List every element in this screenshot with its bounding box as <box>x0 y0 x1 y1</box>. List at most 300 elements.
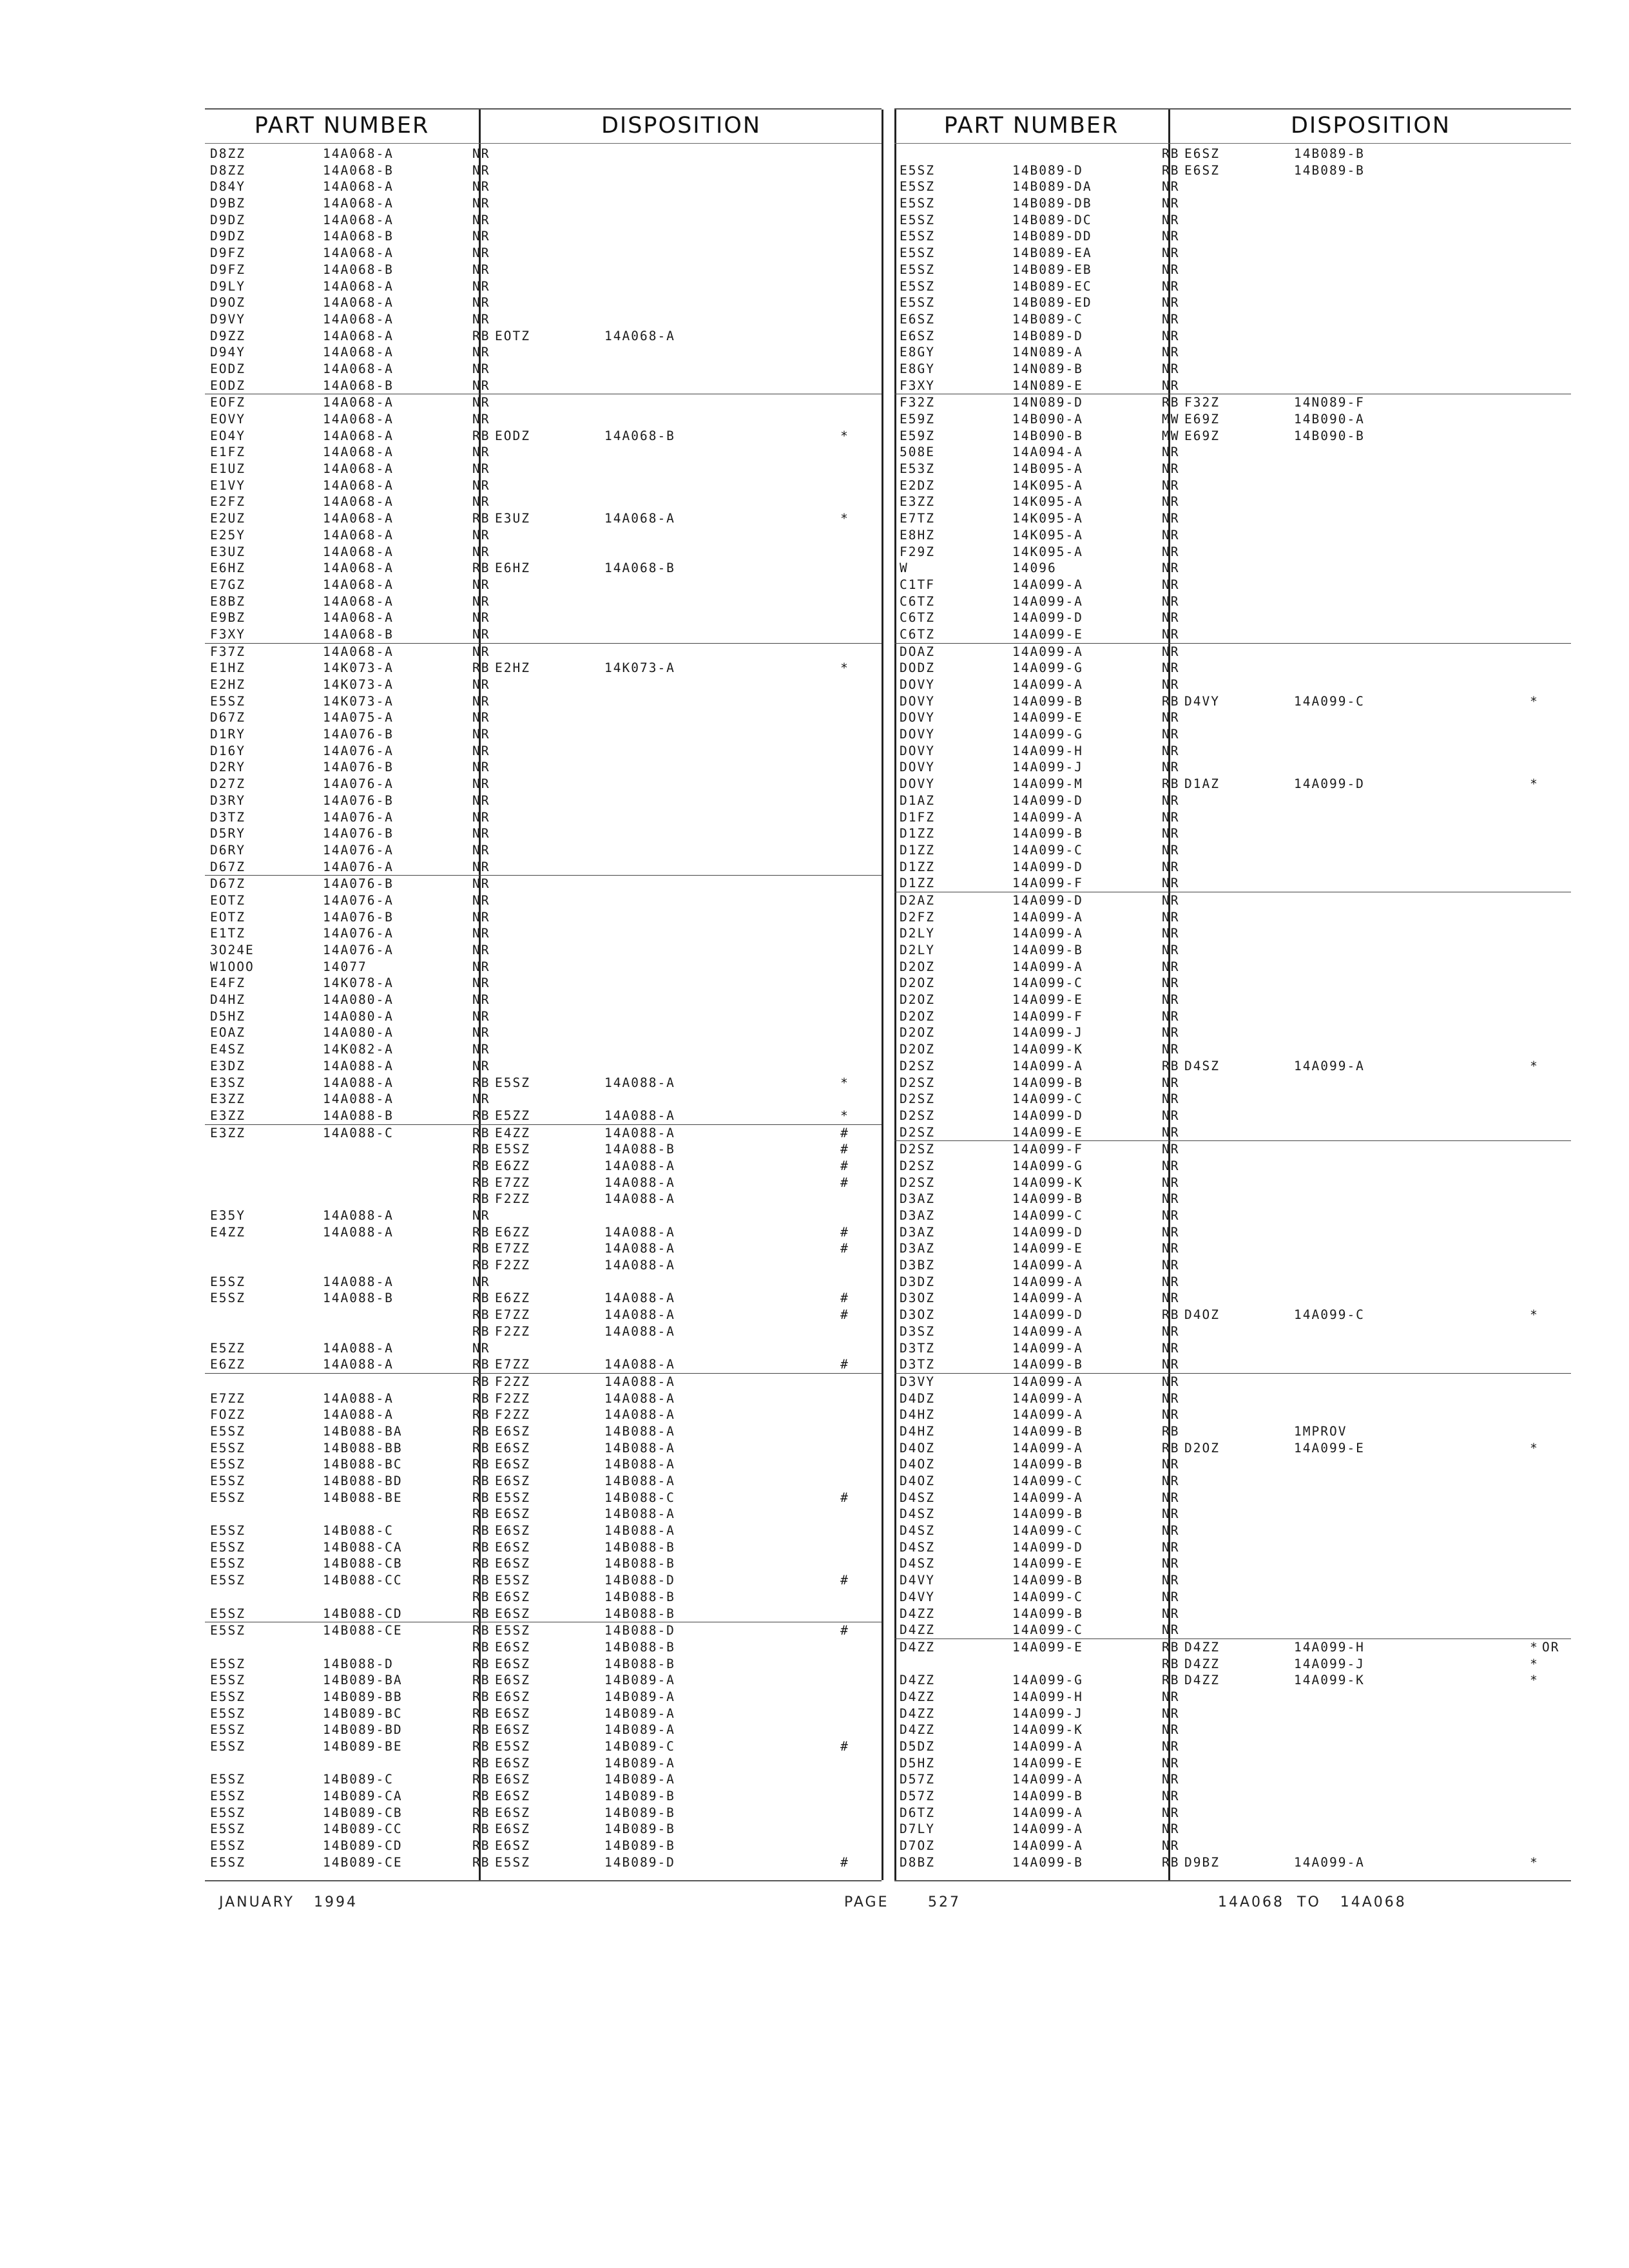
disposition-prefix: E6SZ <box>495 1589 530 1604</box>
disposition-code: NR <box>1162 1772 1180 1787</box>
disposition-flag: # <box>840 1739 849 1754</box>
part-base: 14A099-C <box>1012 1091 1083 1107</box>
part-prefix: E3ZZ <box>210 1108 246 1123</box>
part-base: 14A099-E <box>1012 1755 1083 1771</box>
part-base: 14N089-A <box>1012 345 1083 360</box>
disposition-code: NR <box>472 378 490 393</box>
part-base: 14A068-A <box>323 196 394 211</box>
table-row <box>205 228 882 245</box>
disposition-code: NR <box>472 544 490 559</box>
table-row <box>894 428 1571 445</box>
part-base: 14B088-D <box>323 1656 394 1671</box>
part-base: 14B090-B <box>1012 428 1083 443</box>
part-prefix: E5SZ <box>210 693 246 709</box>
part-prefix: EOAZ <box>210 1025 246 1041</box>
disposition-code: RB <box>472 1656 490 1671</box>
disposition-code: RB <box>472 511 490 526</box>
table-row <box>894 510 1571 527</box>
part-prefix: D4SZ <box>900 1556 935 1571</box>
disposition-code: NR <box>1162 1108 1180 1123</box>
disposition-prefix: F2ZZ <box>495 1390 530 1406</box>
disposition-code: NR <box>472 809 490 825</box>
part-prefix: E5SZ <box>210 1673 246 1688</box>
disposition-code: NR <box>1162 1075 1180 1090</box>
disposition-code: NR <box>1162 1357 1180 1372</box>
part-base: 14A099-A <box>1012 1258 1083 1273</box>
part-base: 14B089-C <box>1012 311 1083 327</box>
part-prefix: E5SZ <box>210 1689 246 1704</box>
table-row <box>205 626 882 644</box>
table-row <box>205 1191 882 1207</box>
table-row <box>894 1656 1571 1673</box>
part-base: 14A099-J <box>1012 760 1083 775</box>
table-row <box>205 776 882 793</box>
disposition-code: NR <box>472 146 490 161</box>
part-prefix: E1UZ <box>210 461 246 477</box>
part-base: 14B089-CE <box>323 1854 403 1870</box>
disposition-code: NR <box>472 1340 490 1356</box>
disposition-code: NR <box>1162 1258 1180 1273</box>
table-row <box>205 1555 882 1572</box>
part-base: 14A099-K <box>1012 1722 1083 1738</box>
disposition-code: NR <box>1162 1722 1180 1738</box>
disposition-prefix: E6ZZ <box>495 1158 530 1173</box>
part-prefix: D3TZ <box>900 1340 935 1356</box>
disposition-base: 14A099-C <box>1294 1307 1365 1323</box>
table-row <box>205 294 882 311</box>
table-row <box>205 1240 882 1257</box>
part-prefix: F37Z <box>210 644 246 659</box>
disposition-code: RB <box>472 1258 490 1273</box>
part-prefix: E3DZ <box>210 1058 246 1073</box>
disposition-code: NR <box>1162 361 1180 376</box>
disposition-base: 14A088-A <box>604 1357 675 1372</box>
disposition-prefix: E6SZ <box>495 1457 530 1472</box>
table-row <box>894 942 1571 959</box>
disposition-flag: # <box>840 1158 849 1173</box>
part-prefix: C6TZ <box>900 626 935 642</box>
disposition-code: NR <box>1162 626 1180 642</box>
disposition-code: RB <box>1162 1854 1180 1870</box>
disposition-base: 14A099-A <box>1294 1058 1365 1073</box>
part-base: 14A099-B <box>1012 1506 1083 1522</box>
part-base: 14A068-B <box>323 162 394 178</box>
disposition-code: NR <box>472 593 490 609</box>
part-base: 14A099-G <box>1012 727 1083 742</box>
part-base: 14A099-C <box>1012 975 1083 991</box>
part-base: 14A099-B <box>1012 693 1083 709</box>
table-row <box>894 477 1571 494</box>
part-base: 14A099-A <box>1012 959 1083 974</box>
disposition-prefix: D4ZZ <box>1184 1656 1220 1671</box>
part-base: 14A099-C <box>1012 1589 1083 1604</box>
part-prefix: E4ZZ <box>210 1224 246 1240</box>
part-prefix: D4VY <box>900 1589 935 1604</box>
disposition-code: RB <box>472 1158 490 1173</box>
table-row <box>894 644 1571 660</box>
disposition-code: NR <box>1162 1556 1180 1571</box>
disposition-base: 14A088-A <box>604 1374 675 1389</box>
disposition-code: NR <box>472 909 490 925</box>
table-row <box>205 1024 882 1041</box>
disposition-prefix: E4ZZ <box>495 1125 530 1140</box>
disposition-base: 14B090-B <box>1294 428 1365 443</box>
disposition-code: RB <box>472 1374 490 1389</box>
part-base: 14A099-A <box>1012 1291 1083 1306</box>
disposition-code: NR <box>472 361 490 376</box>
part-prefix: E5SZ <box>210 1274 246 1289</box>
table-row <box>894 1374 1571 1390</box>
part-prefix: F32Z <box>900 395 935 410</box>
disposition-code: RB <box>472 1556 490 1571</box>
disposition-code: NR <box>1162 743 1180 758</box>
disposition-prefix: F2ZZ <box>495 1407 530 1423</box>
part-prefix: D2SZ <box>900 1108 935 1123</box>
part-base: 14A099-F <box>1012 876 1083 891</box>
disposition-code: RB <box>1162 1307 1180 1323</box>
disposition-code: NR <box>1162 1539 1180 1555</box>
part-prefix: D1FZ <box>900 809 935 825</box>
table-row <box>894 444 1571 461</box>
part-prefix: E5SZ <box>210 1838 246 1854</box>
disposition-code: NR <box>1162 445 1180 460</box>
disposition-code: RB <box>472 1125 490 1140</box>
part-prefix: D2SZ <box>900 1142 935 1157</box>
disposition-prefix: E69Z <box>1184 428 1220 443</box>
table-row <box>205 262 882 278</box>
table-row <box>894 1423 1571 1440</box>
part-base: 14A094-A <box>1012 445 1083 460</box>
table-row <box>894 1606 1571 1622</box>
disposition-code: NR <box>1162 1008 1180 1024</box>
part-prefix: D5HZ <box>900 1755 935 1771</box>
disposition-code: RB <box>1162 1058 1180 1073</box>
table-row <box>894 1539 1571 1556</box>
disposition-base: 14B088-A <box>604 1523 675 1539</box>
table-row <box>205 510 882 527</box>
disposition-flag: # <box>840 1224 849 1240</box>
part-base: 14A099-E <box>1012 1124 1083 1140</box>
part-prefix: D67Z <box>210 876 246 892</box>
disposition-code: NR <box>472 1008 490 1024</box>
part-prefix: D2RY <box>210 760 246 775</box>
part-prefix: E5SZ <box>900 196 935 211</box>
part-prefix: DOVY <box>900 677 935 692</box>
part-base: 14A099-A <box>1012 677 1083 692</box>
part-base: 14K095-A <box>1012 494 1083 510</box>
part-base: 14A099-E <box>1012 626 1083 642</box>
disposition-code: NR <box>472 295 490 311</box>
table-row <box>205 477 882 494</box>
part-base: 14B088-CB <box>323 1556 403 1571</box>
disposition-base: 14K073-A <box>604 660 675 676</box>
table-row <box>205 560 882 577</box>
table-row <box>894 1257 1571 1274</box>
disposition-code: RB <box>472 1623 490 1639</box>
disposition-flag: * <box>840 428 849 443</box>
disposition-base: 14A099-H <box>1294 1639 1365 1655</box>
table-row <box>894 378 1571 395</box>
disposition-code: RB <box>472 1673 490 1688</box>
part-base: 14A099-A <box>1012 644 1083 659</box>
table-row <box>205 1821 882 1838</box>
part-prefix: D3VY <box>900 1374 935 1389</box>
part-base: 14B089-EA <box>1012 245 1092 261</box>
disposition-code: NR <box>472 1091 490 1107</box>
part-base: 14A068-A <box>323 593 394 609</box>
disposition-code: RB <box>472 1224 490 1240</box>
part-prefix: D1ZZ <box>900 826 935 841</box>
part-base: 14B088-BE <box>323 1490 403 1505</box>
table-row <box>894 577 1571 593</box>
table-row <box>894 1390 1571 1407</box>
disposition-code: NR <box>472 1208 490 1223</box>
table-row <box>205 245 882 262</box>
part-base: 14A099-E <box>1012 1556 1083 1571</box>
part-prefix: E3UZ <box>210 544 246 559</box>
disposition-code: NR <box>1162 1241 1180 1256</box>
disposition-code: NR <box>1162 527 1180 543</box>
part-prefix: E5SZ <box>900 212 935 227</box>
part-base: 14B089-DA <box>1012 179 1092 195</box>
part-prefix: D3DZ <box>900 1274 935 1289</box>
table-row <box>205 1656 882 1673</box>
table-row <box>205 178 882 195</box>
table-row <box>205 677 882 693</box>
part-prefix: D2OZ <box>900 1008 935 1024</box>
part-prefix: D1ZZ <box>900 842 935 858</box>
disposition-prefix: F2ZZ <box>495 1258 530 1273</box>
part-base: 14A068-A <box>323 245 394 261</box>
table-row <box>205 693 882 710</box>
disposition-base: 14B089-A <box>604 1755 675 1771</box>
disposition-or: OR <box>1542 1639 1560 1655</box>
part-base: 14B089-DD <box>1012 229 1092 244</box>
disposition-base: 14B088-A <box>604 1440 675 1456</box>
part-prefix: D9DZ <box>210 212 246 227</box>
part-prefix: D7LY <box>900 1821 935 1837</box>
part-base: 14A099-D <box>1012 1539 1083 1555</box>
part-prefix: D3AZ <box>900 1241 935 1256</box>
part-prefix: D3AZ <box>900 1224 935 1240</box>
disposition-code: RB <box>472 328 490 343</box>
table-row <box>205 1771 882 1788</box>
part-prefix: W1OOO <box>210 959 255 974</box>
disposition-code: NR <box>472 577 490 592</box>
disposition-code: NR <box>1162 1739 1180 1754</box>
part-prefix: E5SZ <box>210 1423 246 1439</box>
part-prefix: E5SZ <box>210 1457 246 1472</box>
disposition-base: 14A088-A <box>604 1407 675 1423</box>
disposition-code: NR <box>472 876 490 892</box>
disposition-code: NR <box>1162 1789 1180 1804</box>
part-prefix: F29Z <box>900 544 935 559</box>
part-base: 14N089-E <box>1012 378 1083 393</box>
table-row <box>894 1041 1571 1058</box>
part-base: 14K095-A <box>1012 544 1083 559</box>
disposition-code: NR <box>472 229 490 244</box>
disposition-flag: * <box>1530 776 1539 792</box>
disposition-prefix: E6SZ <box>495 1506 530 1522</box>
disposition-prefix: E6SZ <box>495 1523 530 1539</box>
part-base: 14B088-BA <box>323 1423 403 1439</box>
part-prefix: E4SZ <box>210 1042 246 1057</box>
table-row <box>894 1473 1571 1490</box>
disposition-code: RB <box>472 1573 490 1588</box>
disposition-code: RB <box>1162 395 1180 410</box>
part-prefix: E2DZ <box>900 477 935 493</box>
disposition-code: RB <box>472 1323 490 1339</box>
disposition-code: NR <box>1162 959 1180 974</box>
part-prefix: DOVY <box>900 693 935 709</box>
disposition-code: NR <box>472 959 490 974</box>
table-row <box>894 1024 1571 1041</box>
part-base: 14A099-G <box>1012 660 1083 676</box>
part-base: 14B089-CC <box>323 1821 403 1837</box>
part-base: 14A068-A <box>323 328 394 343</box>
part-prefix: D6TZ <box>900 1805 935 1820</box>
part-prefix: EOTZ <box>210 892 246 908</box>
disposition-prefix: E6SZ <box>495 1821 530 1837</box>
disposition-base: 14B089-B <box>1294 146 1365 161</box>
table-row <box>205 726 882 743</box>
part-prefix: E5SZ <box>210 1854 246 1870</box>
disposition-code: NR <box>472 527 490 543</box>
table-row <box>894 842 1571 859</box>
disposition-prefix: E2HZ <box>495 660 530 676</box>
part-base: 14A099-B <box>1012 1357 1083 1372</box>
part-base: 14A099-A <box>1012 1058 1083 1073</box>
table-row <box>894 975 1571 992</box>
part-base: 14A076-B <box>323 876 394 892</box>
part-base: 14A068-A <box>323 494 394 510</box>
disposition-code: NR <box>1162 378 1180 393</box>
table-row <box>205 759 882 776</box>
footer-date: JANUARY 1994 <box>219 1894 358 1910</box>
disposition-prefix: E7ZZ <box>495 1175 530 1190</box>
part-prefix: E5SZ <box>210 1490 246 1505</box>
disposition-code: NR <box>1162 1025 1180 1041</box>
disposition-code: NR <box>1162 212 1180 227</box>
disposition-code: NR <box>472 395 490 410</box>
disposition-base: 14A088-B <box>604 1142 675 1157</box>
table-row <box>205 1788 882 1805</box>
part-prefix: FOZZ <box>210 1407 246 1423</box>
part-base: 14A099-A <box>1012 1407 1083 1423</box>
disposition-code: NR <box>1162 1622 1180 1638</box>
disposition-code: NR <box>1162 1589 1180 1604</box>
part-base: 14B088-BB <box>323 1440 403 1456</box>
disposition-code: NR <box>1162 196 1180 211</box>
disposition-code: RB <box>472 1706 490 1721</box>
part-prefix: D4VY <box>900 1573 935 1588</box>
part-base: 14N089-D <box>1012 395 1083 410</box>
part-base: 14B089-BD <box>323 1722 403 1738</box>
part-base: 14A088-A <box>323 1390 394 1406</box>
part-base: 14B088-BC <box>323 1457 403 1472</box>
table-row <box>894 1506 1571 1523</box>
disposition-prefix: E6SZ <box>495 1673 530 1688</box>
disposition-base: 14A088-A <box>604 1241 675 1256</box>
table-row <box>894 394 1571 411</box>
part-prefix: DOVY <box>900 760 935 775</box>
disposition-code: RB <box>472 660 490 676</box>
part-prefix: D3OZ <box>900 1307 935 1323</box>
part-base: 14A099-B <box>1012 943 1083 957</box>
disposition-prefix: E5SZ <box>495 1854 530 1870</box>
disposition-prefix: E6SZ <box>495 1838 530 1854</box>
table-row <box>205 1738 882 1755</box>
part-base: 14K073-A <box>323 660 394 676</box>
part-base: 14A099-J <box>1012 1706 1083 1721</box>
part-base: 14A088-A <box>323 1340 394 1356</box>
disposition-code: NR <box>1162 1506 1180 1522</box>
part-prefix: E3ZZ <box>900 494 935 510</box>
table-row <box>894 759 1571 776</box>
disposition-code: NR <box>1162 1457 1180 1472</box>
part-base: 14A080-A <box>323 992 394 1008</box>
table-row <box>205 1274 882 1291</box>
part-base: 14A099-A <box>1012 809 1083 825</box>
disposition-code: RB <box>1162 162 1180 178</box>
table-row <box>205 825 882 842</box>
table-row <box>894 875 1571 892</box>
disposition-flag: * <box>1530 1673 1539 1688</box>
part-base: 14A068-A <box>323 428 394 443</box>
table-row <box>894 677 1571 693</box>
table-row <box>894 1058 1571 1075</box>
table-row <box>205 1108 882 1125</box>
footer-page-label: PAGE <box>844 1894 889 1910</box>
part-prefix: D9DZ <box>210 229 246 244</box>
header-rule <box>894 143 1571 144</box>
disposition-code: NR <box>472 162 490 178</box>
disposition-prefix: E6SZ <box>495 1474 530 1488</box>
footer-range: 14A068 TO 14A068 <box>1218 1894 1407 1910</box>
disposition-prefix: E6SZ <box>495 1689 530 1704</box>
table-row <box>205 494 882 510</box>
disposition-code: NR <box>1162 1124 1180 1140</box>
table-row <box>894 1141 1571 1158</box>
part-prefix: E6ZZ <box>210 1357 246 1372</box>
table-row <box>894 1788 1571 1805</box>
table-row <box>205 1158 882 1175</box>
part-base: 14A076-A <box>323 859 394 874</box>
disposition-flag: # <box>840 1241 849 1256</box>
table-row <box>894 992 1571 1008</box>
part-prefix: 3O24E <box>210 943 255 957</box>
table-row <box>894 925 1571 942</box>
disposition-code: NR <box>472 1042 490 1057</box>
part-base: 14A068-A <box>323 179 394 195</box>
part-base: 14A068-A <box>323 577 394 592</box>
disposition-prefix: E5SZ <box>495 1573 530 1588</box>
disposition-base: 14A088-A <box>604 1108 675 1123</box>
disposition-base: 14B088-A <box>604 1457 675 1472</box>
part-base: 14A088-A <box>323 1224 394 1240</box>
header-disposition: DISPOSITION <box>601 113 762 139</box>
disposition-base: 14B089-A <box>604 1722 675 1738</box>
table-row <box>894 411 1571 428</box>
disposition-code: RB <box>472 1307 490 1323</box>
disposition-code: NR <box>472 1058 490 1073</box>
table-row <box>205 1224 882 1241</box>
part-base: 14A068-A <box>323 527 394 543</box>
disposition-code: NR <box>1162 1407 1180 1423</box>
table-row <box>894 1323 1571 1340</box>
disposition-code: NR <box>1162 278 1180 294</box>
disposition-code: RB <box>472 1108 490 1123</box>
